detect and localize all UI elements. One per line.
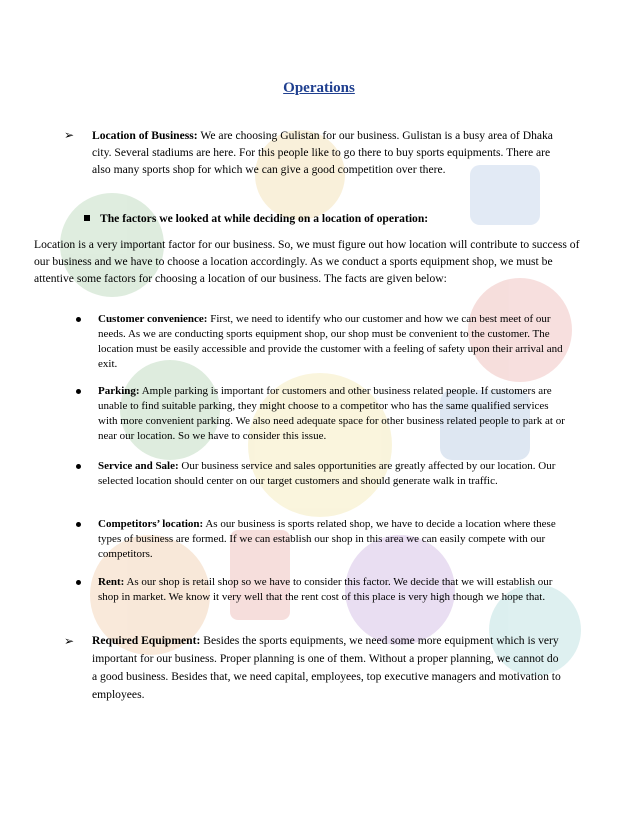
factor-heading: Competitors’ location: bbox=[98, 518, 204, 530]
required-equipment-text: Besides the sports equipments, we need some more equipment which is very important for our business. Proper planning is one of them. Without a proper planning, we cannot do a good business. Besides that, we need capital, employees, top executive managers and motivation to employees. bbox=[92, 634, 561, 701]
required-equipment-heading: Required Equipment: bbox=[92, 634, 201, 647]
factor-heading: Rent: bbox=[98, 576, 125, 588]
factor-heading: Service and Sale: bbox=[98, 460, 179, 472]
factor-text: As our business is sports related shop, we have to decide a location where these types of business are formed. If we can establish our shop in this area we can easily compete with our competitors. bbox=[98, 518, 556, 560]
factor-text: Ample parking is important for customers and other business related people. If customers are unable to find suitable parking, they might choose to a competitor who has the same qualified services with more convenient parking. We also need adequate space for other business related people to park at or near our location. So we have to consider this issue. bbox=[98, 385, 565, 442]
location-of-business-item bbox=[64, 127, 564, 178]
factor-item bbox=[76, 384, 566, 444]
factors-heading-item bbox=[84, 212, 564, 225]
factor-item bbox=[76, 312, 566, 372]
required-equipment-body bbox=[92, 632, 564, 704]
factor-item bbox=[76, 459, 566, 489]
factor-item bbox=[76, 517, 566, 562]
factor-heading: Parking: bbox=[98, 385, 140, 397]
page-title: Operations bbox=[283, 80, 355, 96]
location-of-business-text: We are choosing Gulistan for our business. Gulistan is a busy area of Dhaka city. Several stadiums are here. For this people like to go there to buy sports equipments. There are also many sports shop for which we can give a good competition over there. bbox=[92, 129, 553, 176]
square-bullet-icon bbox=[84, 215, 90, 221]
location-of-business-heading: Location of Business: bbox=[92, 129, 198, 142]
arrow-bullet-icon: ➢ bbox=[64, 634, 75, 648]
arrow-bullet-icon: ➢ bbox=[64, 128, 75, 142]
bullet-dot-icon bbox=[76, 317, 81, 322]
intro-paragraph: Location is a very important factor for our business. So, we must figure out how location will contribute to success of our business and we have to choose a location accordingly. As we conduct a sports equipment shop, we must be attentive some factors for choosing a location of our business. The facts are given below: bbox=[34, 238, 580, 285]
bullet-dot-icon bbox=[76, 389, 81, 394]
required-equipment-item bbox=[64, 632, 564, 704]
location-of-business-body bbox=[92, 127, 564, 178]
factor-heading: Customer convenience: bbox=[98, 313, 208, 325]
bullet-dot-icon bbox=[76, 522, 81, 527]
factor-text: First, we need to identify who our customer and how we can best meet of our needs. As we are conducting sports equipment shop, our shop must be convenient to the customer. The location must be easily accessible and provide the customer with a feeling of safety upon their arrival and exit. bbox=[98, 313, 563, 370]
factor-item bbox=[76, 575, 566, 605]
factor-text: As our shop is retail shop so we have to consider this factor. We decide that we will establish our shop in market. We know it very well that the rent cost of this place is very high though we hope that. bbox=[98, 576, 553, 603]
bullet-dot-icon bbox=[76, 580, 81, 585]
bullet-dot-icon bbox=[76, 464, 81, 469]
factor-text: Our business service and sales opportunities are greatly affected by our location. Our selected location should center on our target customers and should generate walk in traffic. bbox=[98, 460, 556, 487]
factors-heading: The factors we looked at while deciding on a location of operation: bbox=[100, 212, 429, 225]
